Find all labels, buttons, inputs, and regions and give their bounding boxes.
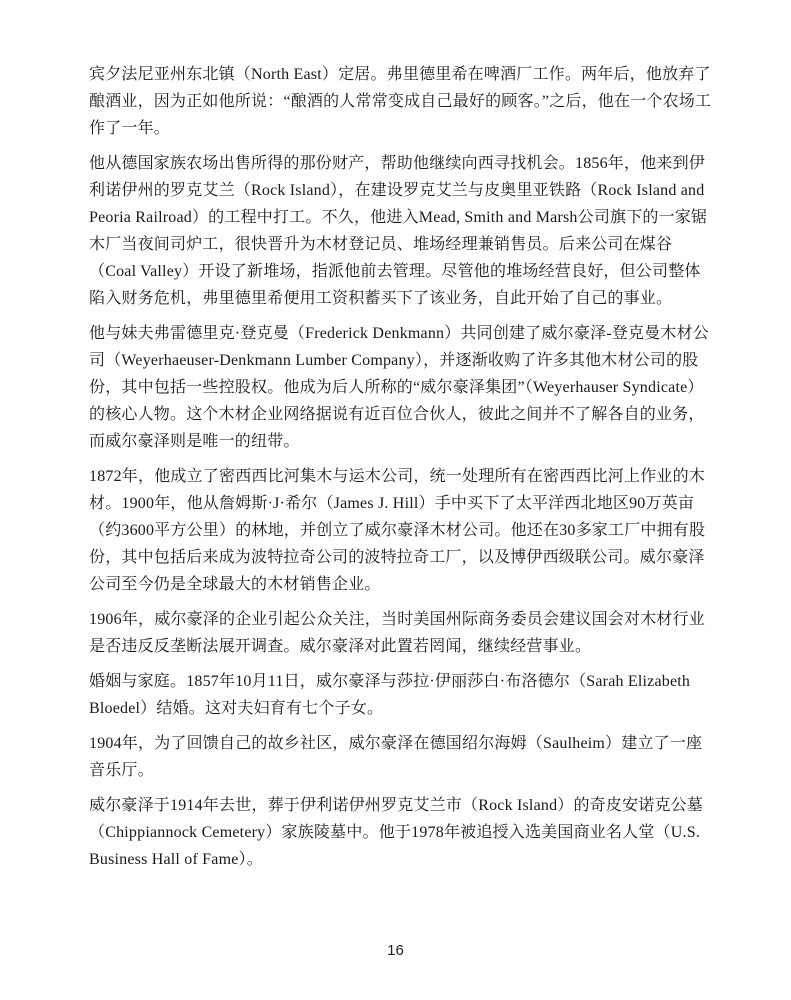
page-body-text xyxy=(89,61,713,881)
paragraph-denkmann-syndicate: 他与妹夫弗雷德里克·登克曼（Frederick Denkmann）共同创建了威尔豪泽-登克曼木材公司（Weyerhaeuser-Denkmann Lumber Company），并逐渐收购了许多其他木材公司的股份，其中包括一些控股权。他成为后人所称的“威尔豪泽集团”（Weyerhauser Syndicate）的核心人物。这个木材企业网络据说有近百位合伙人，彼此之间并不了解各自的业务，而威尔豪泽则是唯一的纽带。 xyxy=(89,325,709,450)
paragraph-death-legacy: 威尔豪泽于1914年去世，葬于伊利诺伊州罗克艾兰市（Rock Island）的奇皮安诺克公墓（Chippiannock Cemetery）家族陵墓中。他于1978年被追授入选美国商业名人堂（U.S. Business Hall of Fame）。 xyxy=(89,797,704,868)
paragraph-brewery-years: 宾夕法尼亚州东北镇（North East）定居。弗里德里希在啤酒厂工作。两年后，他放弃了酿酒业，因为正如他所说：“酿酒的人常常变成自己最好的顾客。”之后，他在一个农场工作了一年。 xyxy=(89,66,712,137)
paragraph-timber-company: 1872年，他成立了密西西比河集木与运木公司，统一处理所有在密西西比河上作业的木材。1900年，他从詹姆斯·J·希尔（James J. Hill）手中买下了太平洋西北地区90万英亩（约3600平方公里）的林地，并创立了威尔豪泽木材公司。他还在30多家工厂中拥有股份，其中包括后来成为波特拉奇公司的波特拉奇工厂，以及博伊西级联公司。威尔豪泽公司至今仍是全球最大的木材销售企业。 xyxy=(89,468,706,593)
page-number: 16 xyxy=(387,942,404,959)
paragraph-antitrust-inquiry: 1906年，威尔豪泽的企业引起公众关注，当时美国州际商务委员会建议国会对木材行业是否违反反垄断法展开调查。威尔豪泽对此置若罔闻，继续经营事业。 xyxy=(89,611,706,655)
paragraph-rock-island-start: 他从德国家族农场出售所得的那份财产，帮助他继续向西寻找机会。1856年，他来到伊利诺伊州的罗克艾兰（Rock Island），在建设罗克艾兰与皮奥里亚铁路（Rock Island and Peoria Railroad）的工程中打工。不久，他进入Mead, Smith and Marsh公司旗下的一家锯木厂当夜间司炉工，很快晋升为木材登记员、堆场经理兼销售员。后来公司在煤谷（Coal Valley）开设了新堆场，指派他前去管理。尽管他的堆场经营良好，但公司整体陷入财务危机，弗里德里希便用工资积蓄买下了该业务，自此开始了自己的事业。 xyxy=(89,155,708,307)
page-footer xyxy=(0,942,791,960)
paragraph-saulheim-hall: 1904年，为了回馈自己的故乡社区，威尔豪泽在德国绍尔海姆（Saulheim）建立了一座音乐厅。 xyxy=(89,735,703,779)
paragraph-marriage-family: 婚姻与家庭。1857年10月11日，威尔豪泽与莎拉·伊丽莎白·布洛德尔（Sarah Elizabeth Bloedel）结婚。这对夫妇育有七个子女。 xyxy=(89,673,691,717)
